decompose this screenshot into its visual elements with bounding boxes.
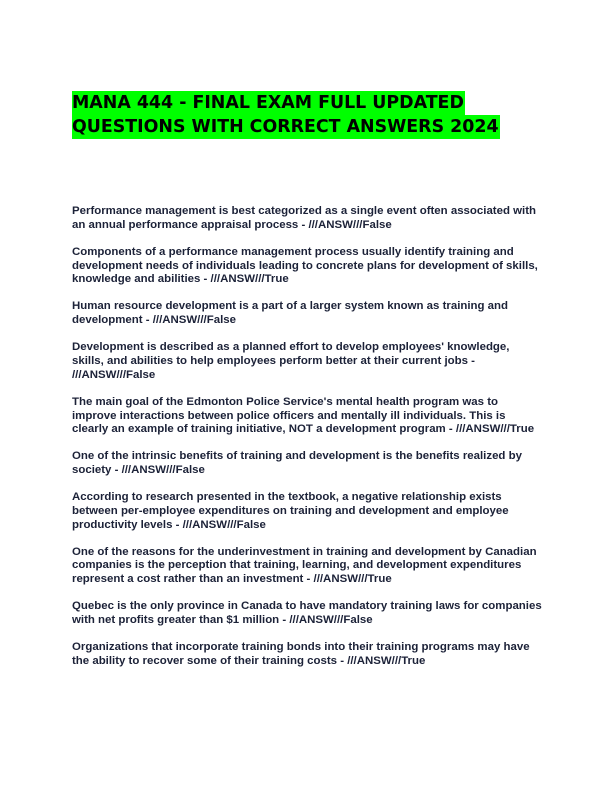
question-text: Performance management is best categorized as a single event often associated with an annual performance appraisal process - ///ANSW///False <box>72 205 537 231</box>
question-text: According to research presented in the textbook, a negative relationship exists between per-employee expenditures on training and development and employee productivity levels - ///ANSW///False <box>72 491 509 531</box>
question-list <box>72 205 544 682</box>
question-text: One of the intrinsic benefits of training and development is the benefits realized by society - ///ANSW///False <box>72 450 522 477</box>
question-item <box>72 396 544 437</box>
question-text: Components of a performance management process usually identify training and development needs of individuals leading to concrete plans for development of skills, knowledge and abilities - ///ANSW///True <box>72 245 538 286</box>
title-line-1: MANA 444 - FINAL EXAM FULL UPDATED <box>72 93 464 113</box>
document-title <box>72 91 512 139</box>
question-item <box>72 450 544 478</box>
question-text: One of the reasons for the underinvestment in training and development by Canadian companies is the perception that training, learning, and development expenditures represent a cost rather than an investment - ///ANSW///True <box>72 545 537 586</box>
question-item <box>72 491 544 532</box>
question-item <box>72 300 544 328</box>
question-item <box>72 546 544 587</box>
question-text: The main goal of the Edmonton Police Service's mental health program was to improve interactions between police officers and mentally ill individuals. This is clearly an example of training initiative, NOT a development program - ///ANSW///True <box>72 395 535 436</box>
question-item <box>72 341 544 382</box>
question-text: Development is described as a planned effort to develop employees' knowledge, skills, and abilities to help employees perform better at their current jobs - ///ANSW///False <box>72 341 510 381</box>
title-line-2: QUESTIONS WITH CORRECT ANSWERS 2024 <box>72 117 499 137</box>
question-text: Organizations that incorporate training bonds into their training programs may have the ability to recover some of their training costs - ///ANSW///True <box>72 641 530 667</box>
question-item <box>72 205 544 233</box>
question-item <box>72 641 544 669</box>
question-item <box>72 246 544 287</box>
question-text: Human resource development is a part of a larger system known as training and development - ///ANSW///False <box>72 300 509 327</box>
question-item <box>72 600 544 628</box>
question-text: Quebec is the only province in Canada to have mandatory training laws for companies with net profits greater than $1 million - ///ANSW///False <box>72 600 542 627</box>
